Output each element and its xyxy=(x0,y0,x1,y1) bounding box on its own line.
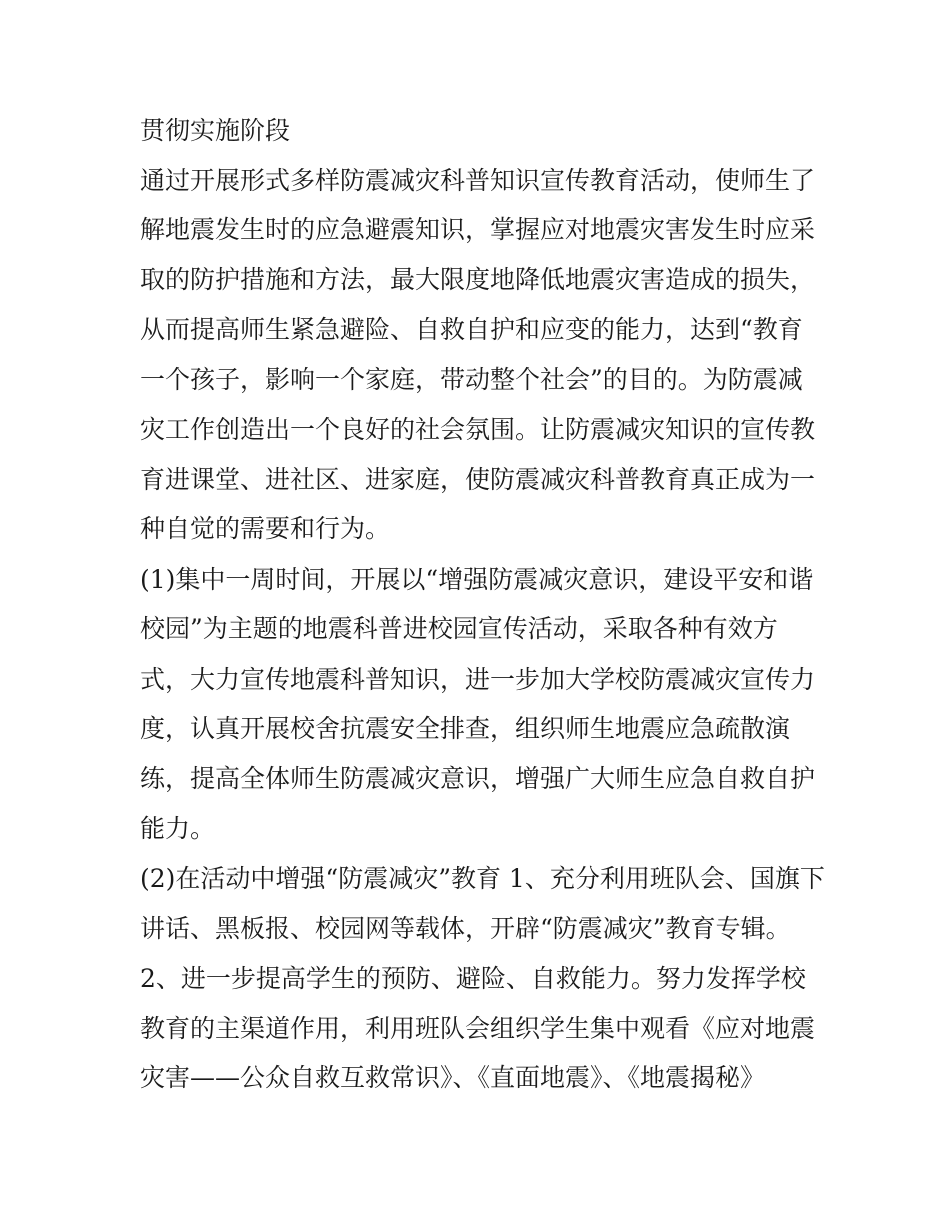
text-line: (1)集中一周时间，开展以“增强防震减灾意识，建设平安和谐 xyxy=(140,565,814,594)
text-line: 式，大力宣传地震科普知识，进一步加大学校防震减灾宣传力 xyxy=(140,665,816,694)
text-line: 从而提高师生紧急避险、自救自护和应变的能力，达到“教育 xyxy=(140,315,803,344)
text-line: 解地震发生时的应急避震知识，掌握应对地震灾害发生时应采 xyxy=(140,215,816,244)
text-line: 讲话、黑板报、校园网等载体，开辟“防震减灾”教育专辑。 xyxy=(140,914,791,943)
text-line: 灾工作创造出一个良好的社会氛围。让防震减灾知识的宣传教 xyxy=(140,415,816,444)
section-heading: 贯彻实施阶段 xyxy=(140,116,291,145)
text-line: 取的防护措施和方法，最大限度地降低地震灾害造成的损失， xyxy=(140,265,816,294)
text-line: 一个孩子，影响一个家庭，带动整个社会”的目的。为防震减 xyxy=(140,365,803,394)
text-line: 通过开展形式多样防震减灾科普知识宣传教育活动，使师生了 xyxy=(140,166,816,195)
text-line: 育进课堂、进社区、进家庭，使防震减灾科普教育真正成为一 xyxy=(140,465,816,494)
text-line: 练，提高全体师生防震减灾意识，增强广大师生应急自救自护 xyxy=(140,764,816,793)
text-line: 种自觉的需要和行为。 xyxy=(140,514,391,543)
text-line: 能力。 xyxy=(140,814,216,843)
text-line: 教育的主渠道作用，利用班队会组织学生集中观看《应对地震 xyxy=(140,1014,816,1043)
text-line: (2)在活动中增强“防震减灾”教育 1、充分利用班队会、国旗下 xyxy=(140,864,825,893)
text-line: 2、进一步提高学生的预防、避险、自救能力。努力发挥学校 xyxy=(140,964,806,993)
text-line: 度，认真开展校舍抗震安全排查，组织师生地震应急疏散演 xyxy=(140,714,791,743)
text-line: 校园”为主题的地震科普进校园宣传活动，采取各种有效方 xyxy=(140,614,778,643)
text-line: 灾害——公众自救互救常识》、《直面地震》、《地震揭秘》 xyxy=(140,1063,766,1092)
